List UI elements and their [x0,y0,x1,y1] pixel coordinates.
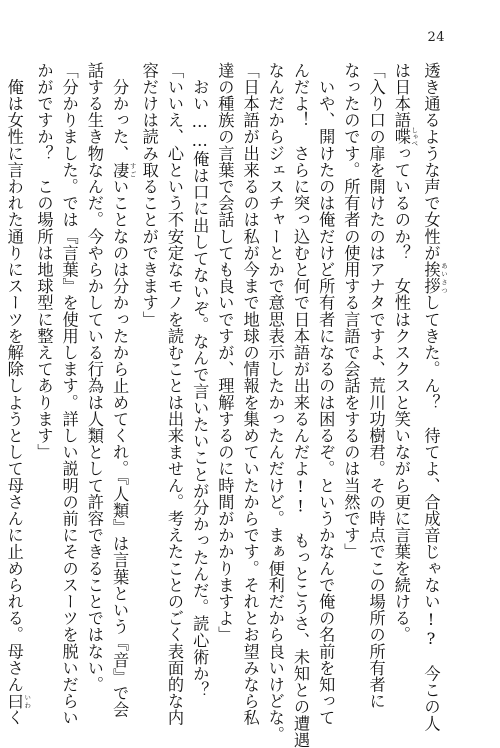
furigana-reading: あいさつ [440,261,448,295]
ruby-base: 曰 [4,692,24,710]
text-line: んだよ！ さらに突っ込むと何で日本語が出来るんだよ!! もっとこうさ、未知との遭遇 [290,62,310,748]
text-segment: く [4,709,24,727]
text-line: 「分かりました。では『言葉』を使用します。詳しい説明の前にそのスーツを脱いだらい [59,62,79,726]
page-number: 24 [427,30,445,45]
furigana-word [4,692,32,710]
furigana-reading: しゃべ [410,126,419,147]
furigana-word [110,161,137,179]
text-line [418,62,448,732]
ruby-base: 喋 [391,126,411,147]
text-line: なったのです。所有者の使用する言語で会話をするのは当然です」 [341,62,361,560]
text-segment: してきた。ん？ 待てよ、合成音じゃない!? 今この人 [421,294,441,732]
text-segment: っているのか？ 女性はクスクスと笑いながら更に言葉を続ける。 [391,145,411,644]
text-line: 達の種族の言葉で会話しても良いですが、理解するのに時間がかかりますよ」 [215,62,235,643]
text-line [389,62,419,682]
text-segment: 俺は女性に言われた通りにスーツを解除しようとして母さんに止められる。母さん [4,62,24,693]
ruby-base: 凄 [110,161,130,179]
text-segment: いことなのは分かったから止めてくれ。『人類』は言葉という『音』で会 [110,178,130,718]
text-line: 「入り口の扉を開けたのはアナタですよ、荒川功樹君。その時点でこの場所の所有者に [366,62,386,710]
ruby-base: 挨拶 [421,261,441,295]
text-line: 「いいえ、心という不安定なモノを読むことは出来ません。考えたことのごく表面的な内 [164,62,184,726]
furigana-reading: いわ [23,692,32,710]
text-line [0,62,2,682]
text-segment: 透き通るような声で女性が [421,62,441,262]
furigana-word [391,126,419,147]
text-segment: 分かった、 [110,62,130,162]
furigana-reading: すご [128,161,137,179]
text-line: 容だけは読み取ることができます」 [139,62,159,328]
text-line [107,62,137,718]
text-line: かがですか？ この場所は地球型に整えてあります」 [34,62,54,461]
text-line: おい……俺は口に出してないぞ。なんで言いたいことが分かったんだ。読心術か？ [190,62,210,699]
text-line [2,62,32,727]
text-line: いや、開けたのは俺だけど所有者になるのは困るぞ。というかなんで俺の名前を知って [316,62,336,726]
text-segment: は日本語 [391,62,411,129]
text-line: 話する生き物なんだ。今やらかしている行為は人類として許容できることではない。 [84,62,104,693]
text-line: なんだからジェスチャーとかで意思表示したかったんだけど。まぁ便利だから良いけどな。 [265,62,285,743]
furigana-word [421,261,448,295]
text-line: 「日本語が出来るのは私が今まで地球の情報を集めていたからです。それとお望みなら私 [240,62,260,726]
body-text [4,62,448,748]
